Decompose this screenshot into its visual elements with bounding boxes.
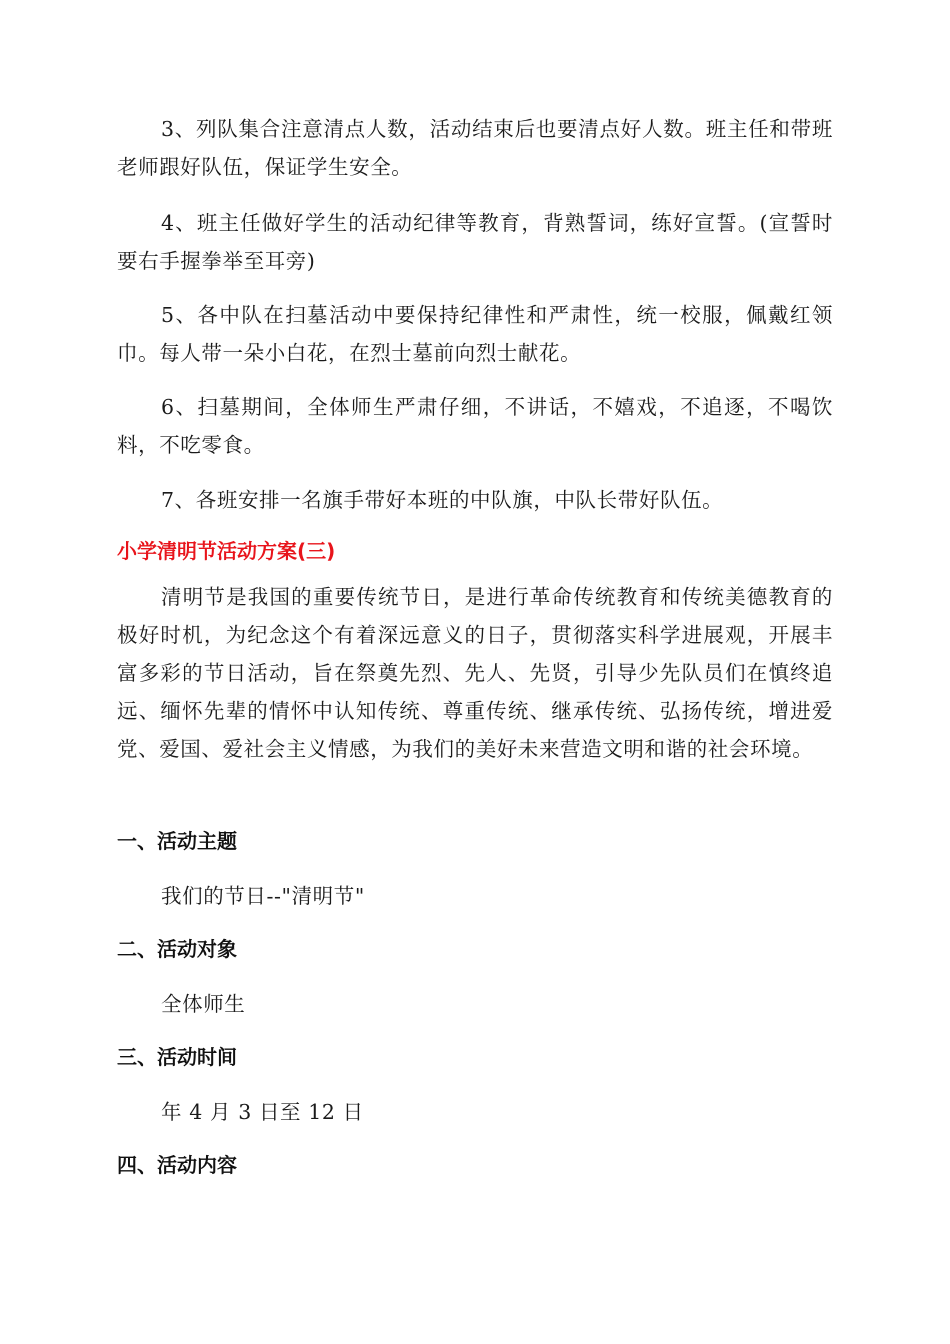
heading-activity-time: 三、活动时间 (117, 1045, 237, 1069)
paragraph-item-3: 3、列队集合注意清点人数，活动结束后也要清点好人数。班主任和带班老师跟好队伍，保证学生安全。 (117, 117, 833, 179)
heading-activity-content: 四、活动内容 (117, 1153, 237, 1177)
heading-activity-target: 二、活动对象 (117, 937, 237, 961)
paragraph-item-5: 5、各中队在扫墓活动中要保持纪律性和严肃性，统一校服，佩戴红领巾。每人带一朵小白花，在烈士墓前向烈士献花。 (117, 303, 833, 365)
heading-activity-theme: 一、活动主题 (117, 829, 237, 853)
section-title: 小学清明节活动方案(三) (117, 539, 336, 563)
body-activity-target: 全体师生 (161, 992, 246, 1016)
body-activity-theme: 我们的节日--"清明节" (161, 884, 365, 908)
paragraph-item-7: 7、各班安排一名旗手带好本班的中队旗，中队长带好队伍。 (161, 488, 724, 512)
intro-paragraph: 清明节是我国的重要传统节日，是进行革命传统教育和传统美德教育的极好时机，为纪念这个有着深远意义的日子，贯彻落实科学进展观，开展丰富多彩的节日活动，旨在祭奠先烈、先人、先贤，引导少先队员们在慎终追远、缅怀先辈的情怀中认知传统、尊重传统、继承传统、弘扬传统，增进爱党、爱国、爱社会主义情感，为我们的美好未来营造文明和谐的社会环境。 (117, 585, 833, 761)
paragraph-item-6: 6、扫墓期间，全体师生严肃仔细，不讲话，不嬉戏，不追逐，不喝饮料，不吃零食。 (117, 395, 833, 457)
body-activity-time: 年 4 月 3 日至 12 日 (161, 1100, 364, 1124)
paragraph-item-4: 4、班主任做好学生的活动纪律等教育，背熟誓词，练好宣誓。(宣誓时要右手握拳举至耳旁) (117, 211, 833, 273)
